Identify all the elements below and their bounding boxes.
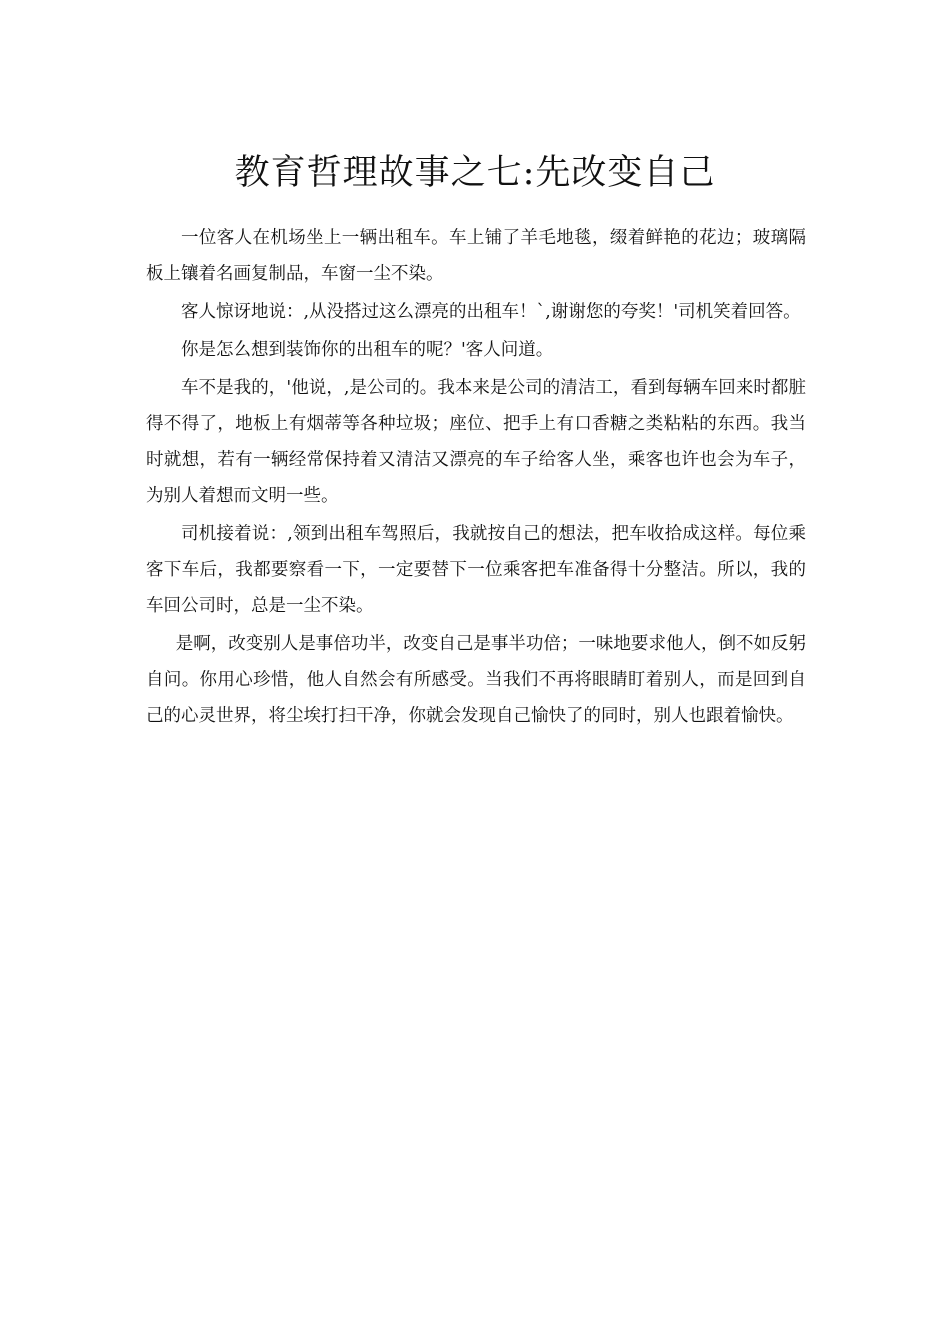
paragraph-5: 司机接着说：,领到出租车驾照后，我就按自己的想法，把车收拾成这样。每位乘客下车后，我都要察看一下，一定要替下一位乘客把车准备得十分整洁。所以，我的车回公司时，总是一尘不染。 [146, 524, 806, 616]
paragraph-3: 你是怎么想到装饰你的出租车的呢？'客人问道。 [181, 340, 554, 360]
paragraph-6: 是啊，改变别人是事倍功半，改变自己是事半功倍；一味地要求他人，倒不如反躬自问。你用心珍惜，他人自然会有所感受。当我们不再将眼睛盯着别人，而是回到自己的心灵世界，将尘埃打扫干净，你就会发现自己愉快了的同时，别人也跟着愉快。 [146, 634, 806, 726]
paragraph-1: 一位客人在机场坐上一辆出租车。车上铺了羊毛地毯，缀着鲜艳的花边；玻璃隔板上镶着名画复制品，车窗一尘不染。 [146, 228, 806, 284]
document-title: 教育哲理故事之七:先改变自己 [234, 153, 716, 193]
document-body [146, 220, 806, 736]
paragraph-2: 客人惊讶地说：,从没搭过这么漂亮的出租车！`,谢谢您的夸奖！'司机笑着回答。 [181, 302, 801, 322]
paragraph-4: 车不是我的，'他说，,是公司的。我本来是公司的清洁工，看到每辆车回来时都脏得不得了，地板上有烟蒂等各种垃圾；座位、把手上有口香糖之类粘粘的东西。我当时就想，若有一辆经常保持着又清洁又漂亮的车子给客人坐，乘客也许也会为车子，为别人着想而文明一些。 [146, 378, 806, 506]
